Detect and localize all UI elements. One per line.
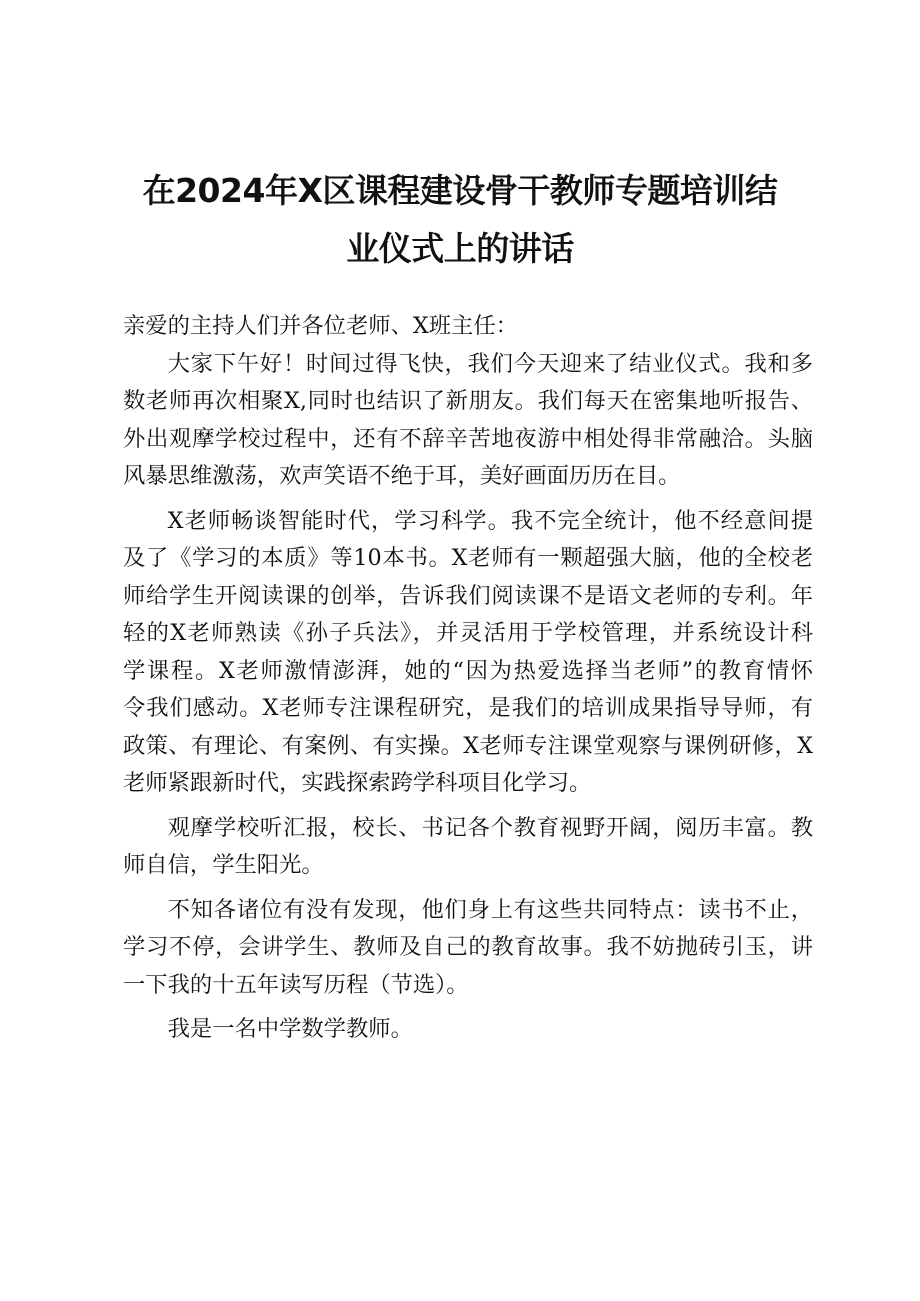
- paragraph-line: 学习不停，会讲学生、教师及自己的教育故事。我不妨抛砖引玉，讲: [123, 934, 813, 960]
- salutation: [123, 308, 813, 346]
- paragraph-line: 师自信，学生阳光。: [123, 852, 324, 878]
- paragraph-line: 师给学生开阅读课的创举，告诉我们阅读课不是语文老师的专利。年: [123, 582, 813, 609]
- paragraph-line: 不知各诸位有没有发现，他们身上有这些共同特点：读书不止，: [167, 896, 813, 923]
- salutation-line: 亲爱的主持人们并各位老师、X班主任：: [123, 313, 518, 339]
- title-line: 在2024年X区课程建设骨干教师专题培训结: [142, 171, 778, 210]
- paragraph-line: 学课程。X老师激情澎湃，她的“因为热爱选择当老师”的教育情怀: [123, 657, 813, 684]
- paragraph-common-traits: [123, 892, 813, 1005]
- paragraph-line: 及了《学习的本质》等10本书。X老师有一颗超强大脑，他的全校老: [123, 545, 813, 571]
- paragraph-greeting: [123, 346, 813, 496]
- paragraph-line: 我是一名中学数学教师。: [167, 1016, 413, 1042]
- paragraph-line: 一下我的十五年读写历程（节选）。: [123, 971, 469, 998]
- document-title: [120, 162, 800, 278]
- paragraph-line: 令我们感动。X老师专注课程研究，是我们的培训成果指导导师，有: [123, 695, 813, 721]
- title-line: 业仪式上的讲话: [346, 229, 574, 268]
- paragraph-school-visit: [123, 810, 813, 885]
- paragraph-line: 大家下午好！时间过得飞快，我们今天迎来了结业仪式。我和多: [167, 350, 813, 377]
- paragraph-line: 政策、有理论、有案例、有实操。X老师专注课堂观察与课例研修，X: [123, 732, 813, 759]
- paragraph-line: 老师紧跟新时代，实践探索跨学科项目化学习。: [123, 770, 592, 796]
- paragraph-line: 数老师再次相聚X,同时也结识了新朋友。我们每天在密集地听报告、: [123, 388, 813, 414]
- paragraph-line: 风暴思维激荡，欢声笑语不绝于耳，美好画面历历在目。: [123, 463, 681, 489]
- paragraph-line: 外出观摩学校过程中，还有不辞辛苦地夜游中相处得非常融洽。头脑: [123, 425, 813, 452]
- paragraph-line: X老师畅谈智能时代，学习科学。我不完全统计，他不经意间提: [167, 507, 813, 534]
- paragraph-line: 观摩学校听汇报，校长、书记各个教育视野开阔，阅历丰富。教: [167, 814, 813, 841]
- paragraph-line: 轻的X老师熟读《孙子兵法》，并灵活用于学校管理，并系统设计科: [123, 620, 813, 646]
- paragraph-teachers: [123, 503, 813, 803]
- document-body: [123, 308, 813, 1049]
- paragraph-self-intro: [123, 1011, 813, 1049]
